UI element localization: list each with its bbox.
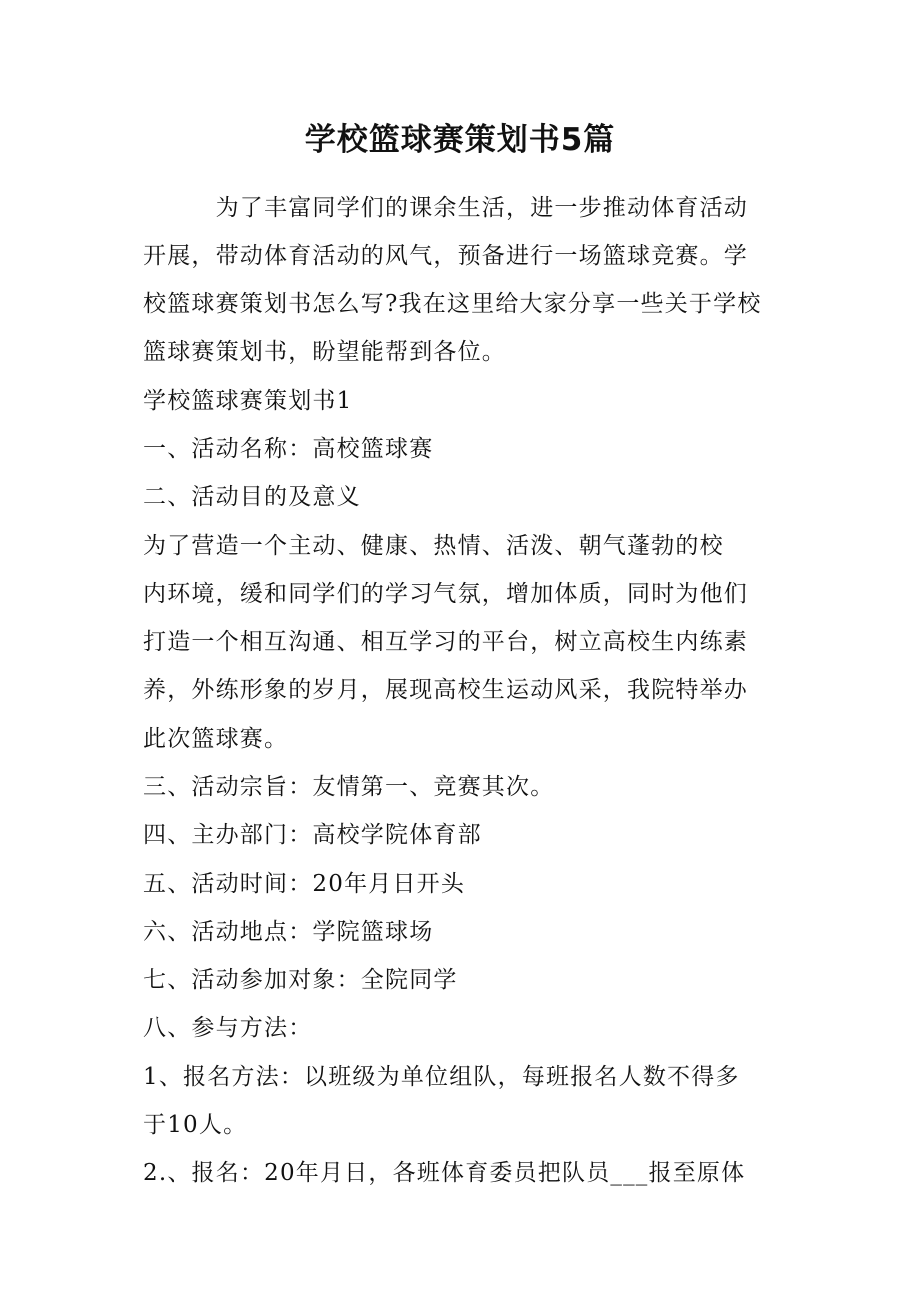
text-line: 养，外练形象的岁月，展现高校生运动风采，我院特举办 [143, 677, 748, 703]
text-line: 于10人。 [143, 1112, 248, 1138]
text-line: 为了丰富同学们的课余生活，进一步推动体育活动 [143, 195, 748, 221]
text-line: 一、活动名称：高校篮球赛 [143, 436, 434, 462]
text-line: 内环境，缓和同学们的学习气氛，增加体质，同时为他们 [143, 581, 748, 607]
text-line: 六、活动地点：学院篮球场 [143, 919, 434, 945]
text-line: 五、活动时间：20年月日开头 [143, 871, 466, 897]
text-line: 1、报名方法：以班级为单位组队，每班报名人数不得多 [143, 1064, 740, 1090]
text-line: 打造一个相互沟通、相互学习的平台，树立高校生内练素 [143, 629, 748, 655]
text-line: 学校篮球赛策划书1 [143, 388, 353, 414]
text-line: 篮球赛策划书，盼望能帮到各位。 [143, 339, 506, 365]
text-line: 开展，带动体育活动的风气，预备进行一场篮球竞赛。学 [143, 243, 748, 269]
document-title: 学校篮球赛策划书5篇 [304, 122, 616, 158]
text-line: 二、活动目的及意义 [143, 484, 361, 510]
text-line: 八、参与方法： [143, 1015, 313, 1041]
text-line: 校篮球赛策划书怎么写?我在这里给大家分享一些关于学校 [143, 291, 762, 317]
text-line: 此次篮球赛。 [143, 726, 289, 752]
text-line: 七、活动参加对象：全院同学 [143, 967, 458, 993]
text-line: 为了营造一个主动、健康、热情、活泼、朝气蓬勃的校 [143, 533, 724, 559]
text-line: 2.、报名：20年月日，各班体育委员把队员___报至原体 [143, 1160, 746, 1186]
text-line: 三、活动宗旨：友情第一、竞赛其次。 [143, 774, 555, 800]
text-line: 四、主办部门：高校学院体育部 [143, 822, 482, 848]
